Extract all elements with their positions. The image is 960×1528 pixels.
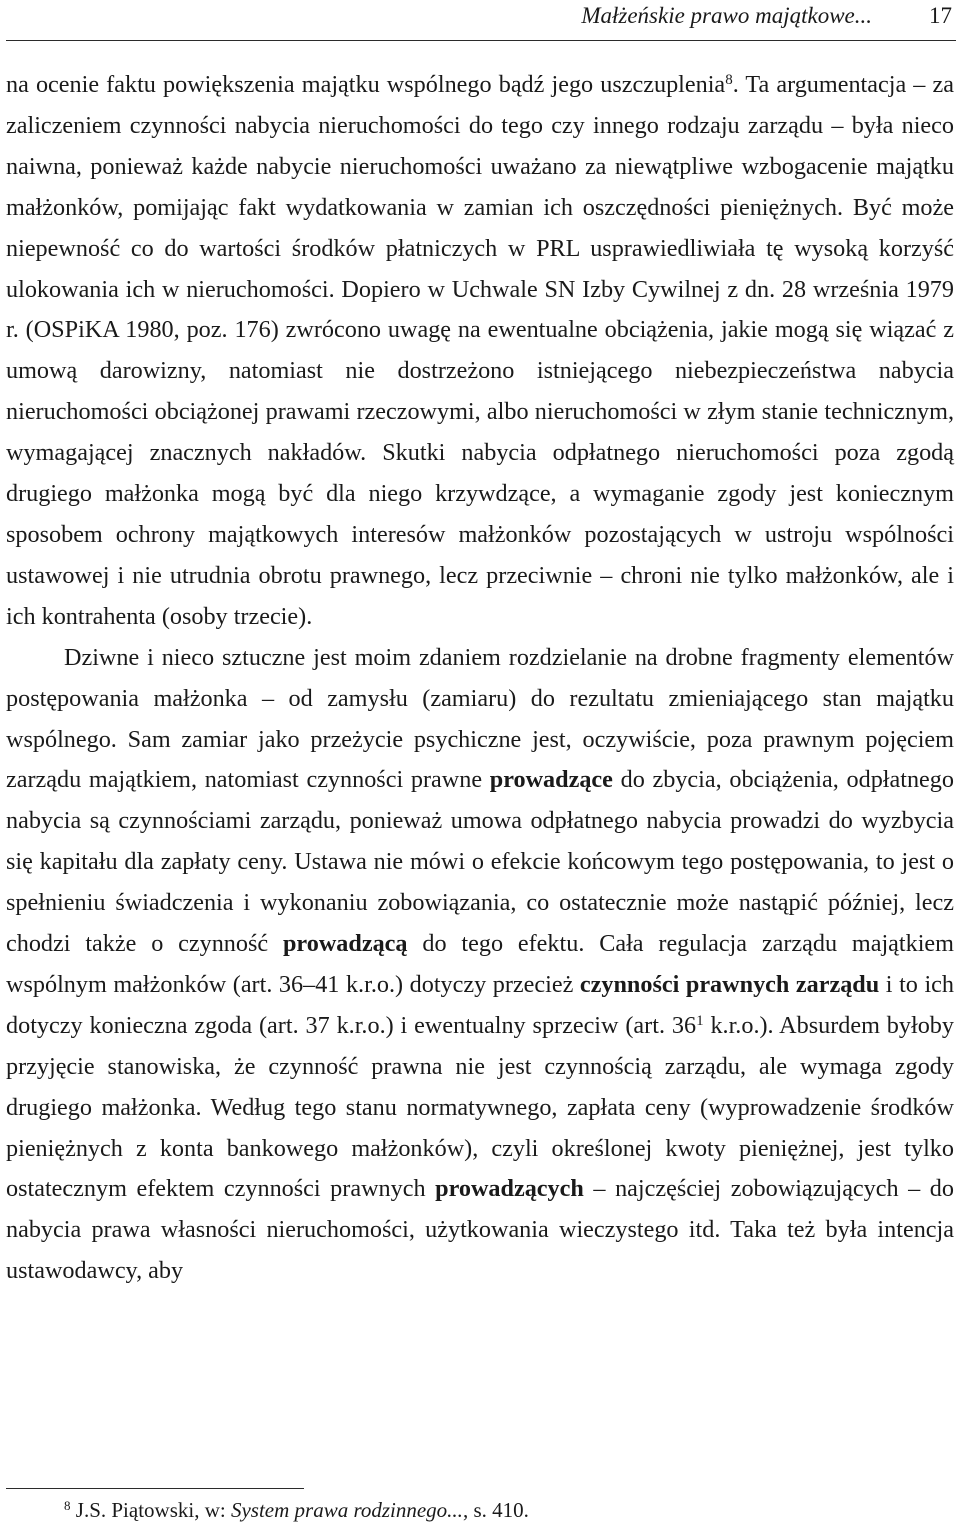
paragraph-2-text-1: Dziwne i nieco sztuczne jest moim zdaniem rozdzielanie na drobne fragmenty elementów postępowania małżonka – od zamysłu (zamiaru) do rezultatu zmieniającego stan majątku wspólnego. Sam zamiar jako przeżycie psychiczne jest, oczywiście, poza prawnym pojęciem zarządu majątkiem, natomiast czynności prawne	[6, 643, 954, 794]
footnote-reference[interactable]: 8	[725, 71, 733, 88]
paragraph-2-text-6: – najczęściej zobowiązujących – do nabycia prawa własności nieruchomości, użytkowania wieczystego itd. Taka też była intencja ustawodawcy, aby	[6, 1175, 954, 1285]
header-rule	[6, 40, 956, 41]
paragraph-2-text-2: do zbycia, obciążenia, odpłatnego nabycia są czynnościami zarządu, ponieważ umowa odpłatnego nabycia prowadzi do wyzbycia się kapitału dla zapłaty ceny. Ustawa nie mówi o efekcie końcowym tego postępowania, to jest o spełnieniu świadczenia i wykonaniu zobowiązania, co ostatecznie może nastąpić później, lecz chodzi także o czynność	[6, 766, 954, 958]
paragraph-2	[6, 638, 954, 1293]
footnote-rest: , s. 410.	[462, 1498, 529, 1522]
paragraph-2-text-4: i to ich dotyczy konieczna zgoda (art. 37 k.r.o.) i ewentualny sprzeciw (art. 36	[6, 970, 954, 1039]
footnote-author: J.S. Piątowski, w:	[75, 1498, 231, 1522]
running-title: Małżeńskie prawo majątkowe...	[581, 3, 872, 28]
paragraph-1-text-a: na ocenie faktu powiększenia majątku wspólnego bądź jego uszczuplenia	[6, 71, 726, 98]
body-text	[6, 65, 954, 1292]
emphasis-prowadzaca: prowadzącą	[282, 930, 408, 958]
emphasis-prowadzace: prowadzące	[489, 766, 613, 794]
paragraph-2-text-3: do tego efektu. Cała regulacja zarządu majątkiem wspólnym małżonków (art. 36–41 k.r.o.) dotyczy przecież	[6, 930, 954, 998]
emphasis-prowadzacych: prowadzących	[435, 1175, 584, 1203]
footnote-rule	[6, 1488, 304, 1489]
paragraph-1-text-b: . Ta argumentacja – za zaliczeniem czynności nabycia nieruchomości do tego czy innego rodzaju zarządu – była nieco naiwna, ponieważ każde nabycie nieruchomości uważano za niewątpliwe wzbogacenie majątku małżonków, pomijając fakt wydatkowania w zamian ich oszczędności pieniężnych. Być może niepewność co do wartości środków płatniczych w PRL usprawiedliwiała tę wysoką korzyść ulokowania ich w nieruchomości. Dopiero w Uchwale SN Izby Cywilnej z dn. 28 września 1979 r. (OSPiKA 1980, poz. 176) zwrócono uwagę na ewentualne obciążenia, jakie mogą się wiązać z umową darowizny, natomiast nie dostrzeżono istniejącego niebezpieczeństwa nabycia nieruchomości obciążonej prawami rzeczowymi, albo nieruchomości w złym stanie technicznym, wymagającej znacznych nakładów. Skutki nabycia odpłatnego nieruchomości poza zgodą drugiego małżonka mogą być dla niego krzywdzące, a wymaganie zgody jest koniecznym sposobem ochrony majątkowych interesów małżonków pozostających w ustroju wspólności ustawowej i nie utrudnia obrotu prawnego, lecz przeciwnie – chroni nie tylko małżonków, ale i ich kontrahenta (osoby trzecie).	[6, 71, 954, 630]
page-number: 17	[929, 3, 952, 28]
paragraph-1	[6, 65, 954, 638]
paragraph-2-text-5: k.r.o.). Absurdem byłoby przyjęcie stanowiska, że czynność prawna nie jest czynnością zarządu, ale wymaga zgody drugiego małżonka. Według tego stanu normatywnego, zapłata ceny (wyprowadzenie środków pieniężnych z konta bankowego małżonków), czyli określonej kwoty pieniężnej, jest tylko ostatecznym efektem czynności prawnych	[6, 1011, 954, 1203]
emphasis-czynnosci-prawnych-zarzadu: czynności prawnych zarządu	[579, 970, 880, 998]
article-superscript: 1	[696, 1012, 704, 1029]
footnote-number: 8	[64, 1497, 71, 1513]
footnote-title: System prawa rodzinnego...	[230, 1498, 463, 1522]
running-header	[6, 0, 952, 36]
footnote-8	[64, 1497, 529, 1523]
